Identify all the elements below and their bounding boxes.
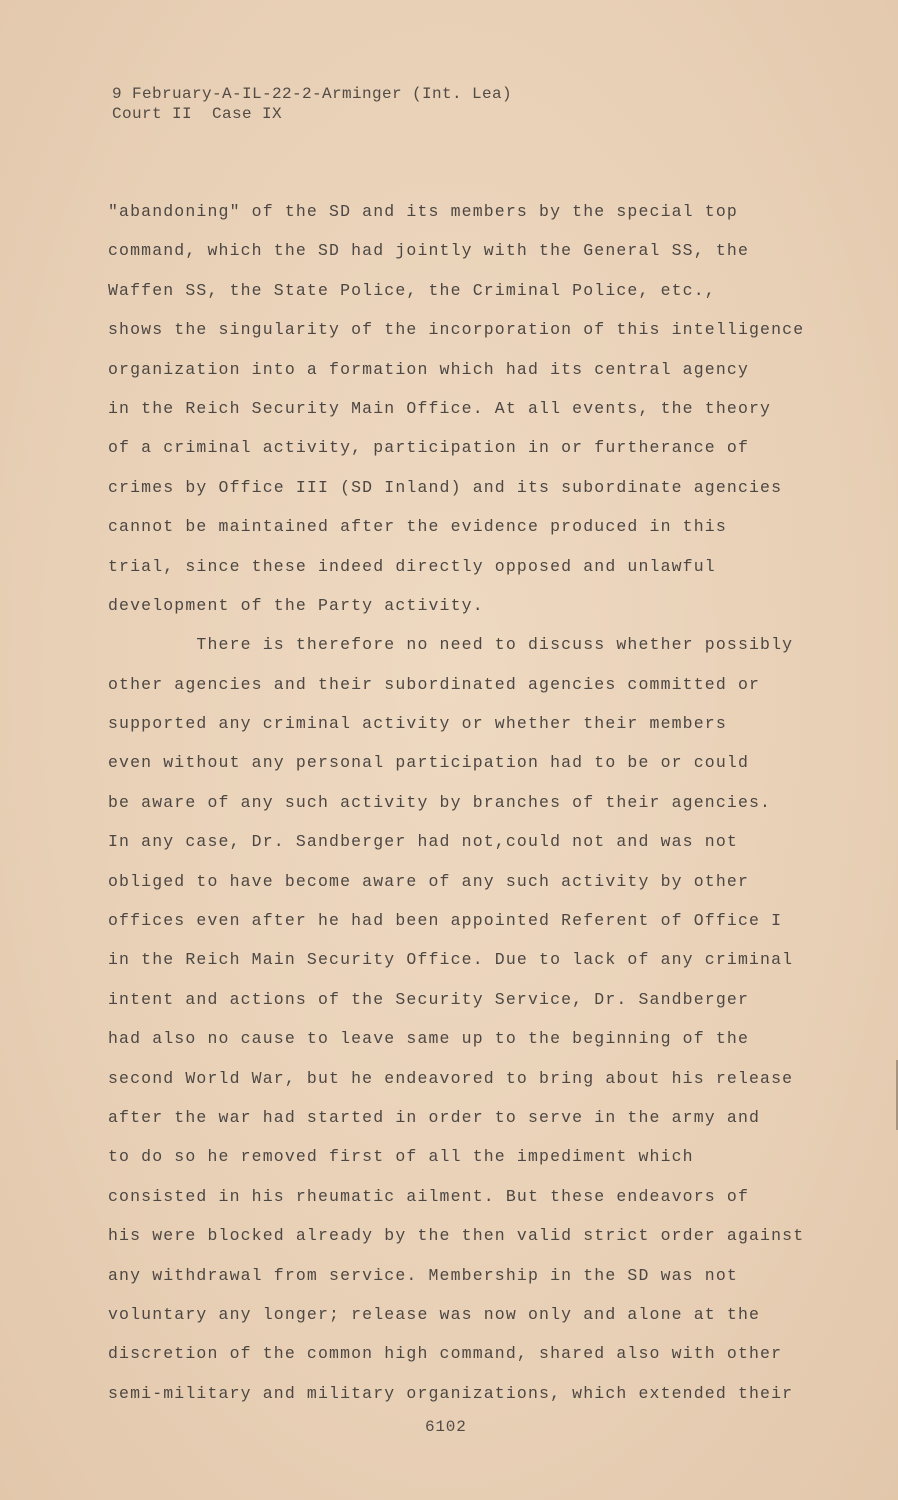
body-line: be aware of any such activity by branches of their agencies.	[108, 792, 772, 812]
body-line: discretion of the common high command, shared also with other	[108, 1344, 783, 1364]
body-line: consisted in his rheumatic ailment. But these endeavors of	[108, 1186, 749, 1206]
body-line: had also no cause to leave same up to the beginning of the	[108, 1029, 749, 1049]
body-line: There is therefore no need to discuss whether possibly	[108, 635, 794, 655]
body-line: any withdrawal from service. Membership in the SD was not	[108, 1265, 738, 1285]
body-line: Waffen SS, the State Police, the Criminal Police, etc.,	[108, 280, 716, 300]
document-header	[112, 84, 512, 124]
body-line: even without any personal participation had to be or could	[108, 753, 749, 773]
body-line: other agencies and their subordinated agencies committed or	[108, 674, 761, 694]
body-line: development of the Party activity.	[108, 595, 484, 615]
header-date-line: 9 February-A-IL-22-2-Arminger (Int. Lea)	[112, 85, 513, 103]
page-number: 6102	[425, 1418, 467, 1436]
body-line: intent and actions of the Security Service, Dr. Sandberger	[108, 989, 749, 1009]
body-line: second World War, but he endeavored to bring about his release	[108, 1068, 794, 1088]
document-body	[108, 198, 848, 1419]
body-line: "abandoning" of the SD and its members by the special top	[108, 202, 738, 221]
body-line: trial, since these indeed directly opposed and unlawful	[108, 556, 716, 576]
body-line: voluntary any longer; release was now only and alone at the	[108, 1304, 761, 1324]
body-line: in the Reich Security Main Office. At all events, the theory	[108, 398, 772, 418]
header-court-line: Court II Case IX	[112, 105, 283, 123]
body-line: after the war had started in order to serve in the army and	[108, 1107, 761, 1127]
body-line: of a criminal activity, participation in or furtherance of	[108, 438, 749, 458]
body-line: shows the singularity of the incorporation of this intelligence	[108, 320, 805, 340]
body-line: obliged to have become aware of any such activity by other	[108, 871, 749, 891]
body-line: cannot be maintained after the evidence produced in this	[108, 517, 727, 537]
body-line: organization into a formation which had its central agency	[108, 359, 749, 379]
body-line: offices even after he had been appointed Referent of Office I	[108, 911, 783, 931]
body-line: his were blocked already by the then valid strict order against	[108, 1226, 805, 1246]
body-line: to do so he removed first of all the impediment which	[108, 1147, 694, 1167]
body-line: In any case, Dr. Sandberger had not,could not and was not	[108, 832, 738, 852]
body-line: semi-military and military organizations, which extended their	[108, 1383, 794, 1403]
body-line: command, which the SD had jointly with the General SS, the	[108, 241, 749, 261]
body-line: crimes by Office III (SD Inland) and its subordinate agencies	[108, 477, 783, 497]
body-line: supported any criminal activity or whether their members	[108, 714, 727, 734]
body-line: in the Reich Main Security Office. Due to lack of any criminal	[108, 950, 794, 970]
